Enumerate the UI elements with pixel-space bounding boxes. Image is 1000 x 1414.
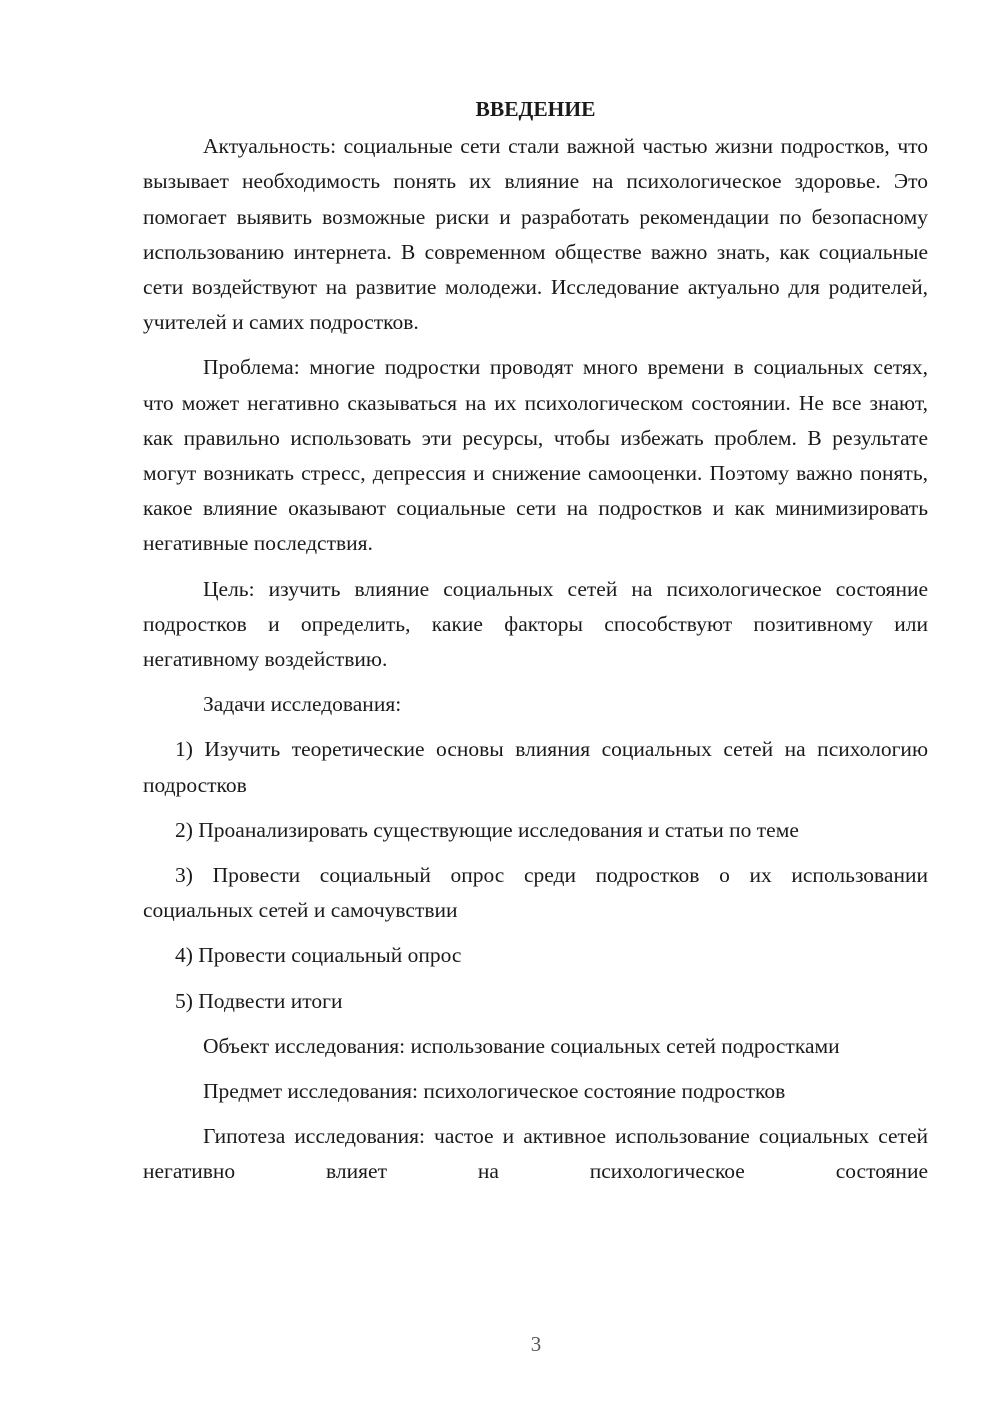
- task-item-2: 2) Проанализировать существующие исследования и статьи по теме: [175, 817, 799, 842]
- research-object-paragraph: Объект исследования: использование социальных сетей подростками: [203, 1033, 840, 1058]
- hypothesis-paragraph: Гипотеза исследования: частое и активное использование социальных сетей негативно влияет на психологическое состояние: [143, 1124, 928, 1184]
- task-item-3: 3) Провести социальный опрос среди подростков о их использовании социальных сетей и самочувствии: [143, 863, 928, 923]
- page-content: [143, 92, 928, 1200]
- task-item-1: 1) Изучить теоретические основы влияния социальных сетей на психологию подростков: [143, 737, 928, 797]
- section-heading: ВВЕДЕНИЕ: [475, 97, 596, 121]
- goal-paragraph: Цель: изучить влияние социальных сетей на психологическое состояние подростков и определить, какие факторы способствуют позитивному или негативному воздействию.: [143, 576, 928, 672]
- tasks-title: Задачи исследования:: [203, 692, 402, 717]
- relevance-paragraph: Актуальность: социальные сети стали важной частью жизни подростков, что вызывает необходимость понять их влияние на психологическое здоровье. Это помогает выявить возможные риски и разработать рекомендации по безопасному использованию интернета. В современном обществе важно знать, как социальные сети воздействуют на развитие молодежи. Исследование актуально для родителей, учителей и самих подростков.: [143, 134, 928, 335]
- research-subject-paragraph: Предмет исследования: психологическое состояние подростков: [203, 1079, 786, 1104]
- problem-paragraph: Проблема: многие подростки проводят много времени в социальных сетях, что может негативно сказываться на их психологическом состоянии. Не все знают, как правильно использовать эти ресурсы, чтобы избежать проблем. В результате могут возникать стресс, депрессия и снижение самооценки. Поэтому важно понять, какое влияние оказывают социальные сети на подростков и как минимизировать негативные последствия.: [143, 355, 928, 556]
- task-item-5: 5) Подвести итоги: [175, 988, 343, 1013]
- page-number: 3: [530, 1332, 542, 1356]
- task-item-4: 4) Провести социальный опрос: [175, 943, 462, 968]
